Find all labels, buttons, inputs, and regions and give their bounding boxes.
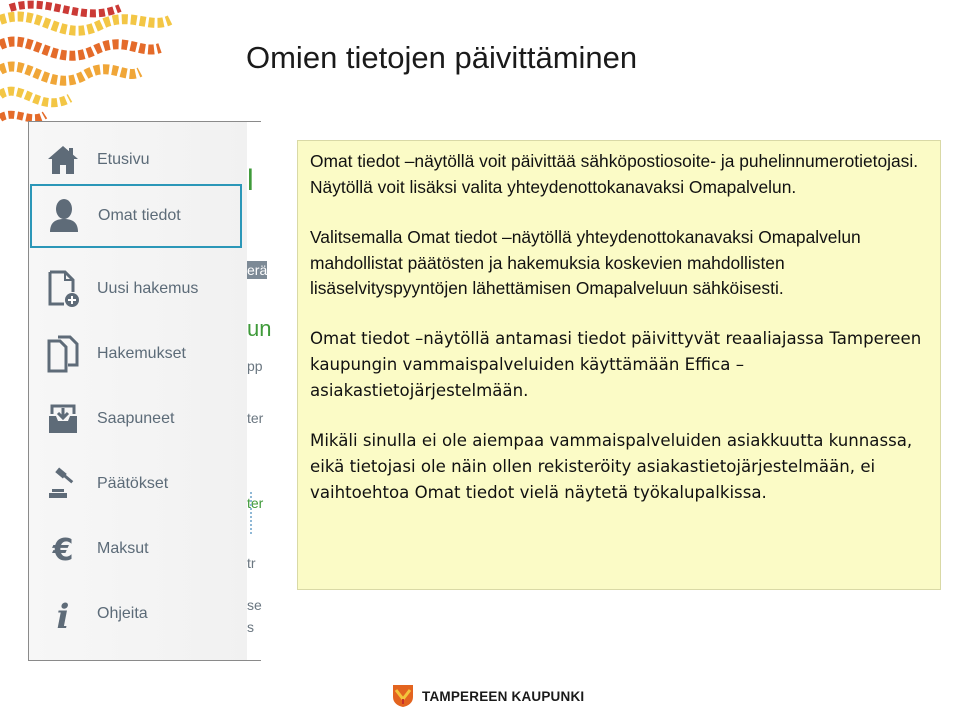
cutoff-fragment: pp xyxy=(247,358,263,374)
footer-logo xyxy=(392,684,584,708)
info-icon xyxy=(43,594,83,637)
sidebar-item-uusi-hakemus[interactable] xyxy=(29,257,245,321)
svg-text:i: i xyxy=(56,597,70,637)
info-paragraph-1: Omat tiedot –näytöllä voit päivittää sähköpostiosoite- ja puhelinnumerotietojasi. Näytöllä voit lisäksi valita yhteydenottokanavaksi Omapalvelun. xyxy=(310,151,919,197)
brand-pattern xyxy=(0,0,240,130)
info-paragraph-4: Mikäli sinulla ei ole aiempaa vammaispalveluiden asiakkuutta kunnassa, eikä tietojasi ole näin ollen rekisteröity asiakastietojärjestelmään, ei vaihtoehtoa Omat tiedot vielä näytetä työkalupalkissa. xyxy=(310,430,913,502)
gavel-icon xyxy=(43,464,83,504)
cutoff-fragment: tr xyxy=(247,555,256,571)
info-paragraph-3: Omat tiedot –näytöllä antamasi tiedot päivittyvät reaaliajassa Tampereen kaupungin vammaispalveluiden käyttämään Effica –asiakastietojärjestelmään. xyxy=(310,328,922,400)
sidebar-item-etusivu[interactable] xyxy=(29,128,245,192)
cutoff-fragment: se xyxy=(247,597,262,613)
sidebar-item-saapuneet[interactable] xyxy=(29,387,245,451)
city-crest-icon xyxy=(392,684,414,708)
cutoff-fragment: ter xyxy=(247,410,264,426)
new-document-icon xyxy=(43,269,83,309)
euro-icon xyxy=(43,529,83,569)
cutoff-content xyxy=(247,122,272,660)
cutoff-fragment: ter xyxy=(247,495,264,511)
inbox-icon xyxy=(43,399,83,439)
info-paragraph-2: Valitsemalla Omat tiedot –näytöllä yhteydenottokanavaksi Omapalvelun mahdollistat päätösten ja hakemuksia koskevien mahdollisten lisäselvityspyyntöjen lähettämisen Omapalveluun sähköisesti. xyxy=(310,227,861,298)
sidebar-item-label: Maksut xyxy=(97,540,149,557)
sidebar-item-ohjeita[interactable] xyxy=(29,582,245,646)
user-icon xyxy=(44,196,84,236)
sidebar-item-label: Hakemukset xyxy=(97,345,186,362)
dotted-divider xyxy=(250,492,254,534)
cutoff-fragment: s xyxy=(247,619,254,635)
cutoff-fragment: erä xyxy=(247,262,268,278)
home-icon xyxy=(43,140,83,180)
sidebar-item-label: Ohjeita xyxy=(97,605,148,622)
sidebar-item-label: Saapuneet xyxy=(97,410,175,427)
footer-brand-text: TAMPEREEN KAUPUNKI xyxy=(422,688,585,704)
sidebar-item-label: Päätökset xyxy=(97,475,169,492)
sidebar-item-label: Etusivu xyxy=(97,151,150,168)
sidebar-item-label: Omat tiedot xyxy=(98,207,181,224)
sidebar-item-paatokset[interactable] xyxy=(29,452,245,516)
svg-text:€: € xyxy=(52,533,74,568)
slide-title: Omien tietojen päivittäminen xyxy=(246,40,638,75)
cutoff-fragment: l xyxy=(247,164,254,197)
sidebar-item-maksut[interactable] xyxy=(29,517,245,581)
info-note xyxy=(297,140,941,590)
app-screenshot xyxy=(28,121,272,661)
sidebar-item-omat-tiedot[interactable] xyxy=(30,184,242,248)
sidebar-item-hakemukset[interactable] xyxy=(29,322,245,386)
sidebar-nav xyxy=(29,122,248,660)
sidebar-item-label: Uusi hakemus xyxy=(97,280,199,297)
documents-icon xyxy=(43,334,83,374)
cutoff-fragment: un xyxy=(247,316,272,341)
